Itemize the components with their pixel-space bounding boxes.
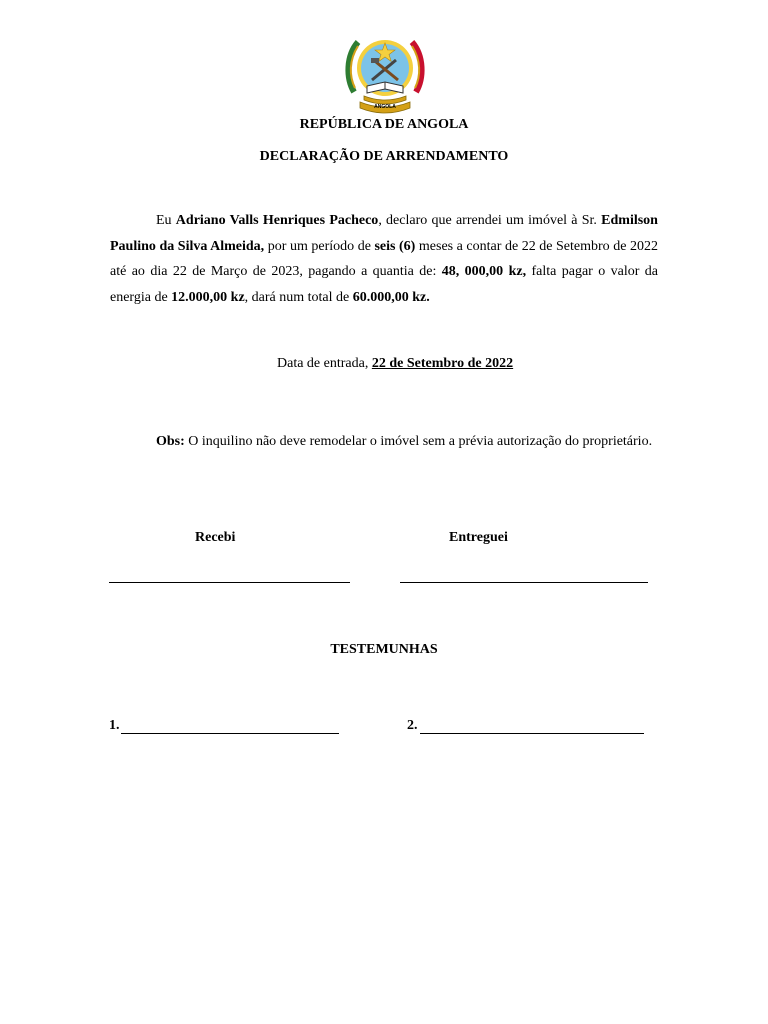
entry-date: 22 de Setembro de 2022 <box>371 356 514 371</box>
witnesses-title: TESTEMUNHAS <box>330 642 438 657</box>
obs-label: Obs: <box>156 434 185 449</box>
rent-amount: 48, 000,00 kz, <box>441 264 527 279</box>
republic-heading: REPÚBLICA DE ANGOLA <box>299 117 469 132</box>
emblem-ribbon-text: ANGOLA <box>374 104 396 110</box>
observation-paragraph: Obs: O inquilino não deve remodelar o imóvel sem a prévia autorização do proprietário. <box>156 434 653 449</box>
witness-two-number: 2. <box>407 718 418 733</box>
delivered-label: Entreguei <box>449 530 508 545</box>
energy-amount: 12.000,00 kz <box>171 289 245 305</box>
angola-coat-of-arms-icon <box>344 30 426 114</box>
rental-period: seis (6) <box>374 238 416 254</box>
entry-date-line: Data de entrada, 22 de Setembro de 2022 <box>277 356 514 371</box>
delivered-signature-line <box>400 582 648 583</box>
witness-two-signature-line <box>420 733 644 734</box>
document-title: DECLARAÇÃO DE ARRENDAMENTO <box>259 149 509 164</box>
tenant-name: Edmilson Paulino da Silva Almeida, <box>110 213 658 254</box>
witness-one-number: 1. <box>109 718 120 733</box>
received-signature-line <box>109 582 350 583</box>
witness-one-signature-line <box>121 733 339 734</box>
total-amount: 60.000,00 kz. <box>352 289 430 305</box>
declaration-paragraph: Eu Adriano Valls Henriques Pacheco, declaro que arrendei um imóvel à Sr. Edmilson Paulino da Silva Almeida, por um período de seis (6) meses a contar de 22 de Setembro de 2022 até ao dia 22 de Março de 2023, pagando a quantia de: 48, 000,00 kz, falta pagar o valor da energia de 12.000,00 kz, dará num total de 60.000,00 kz. <box>110 213 658 305</box>
received-label: Recebi <box>195 530 236 545</box>
landlord-name: Adriano Valls Henriques Pacheco <box>175 213 379 228</box>
